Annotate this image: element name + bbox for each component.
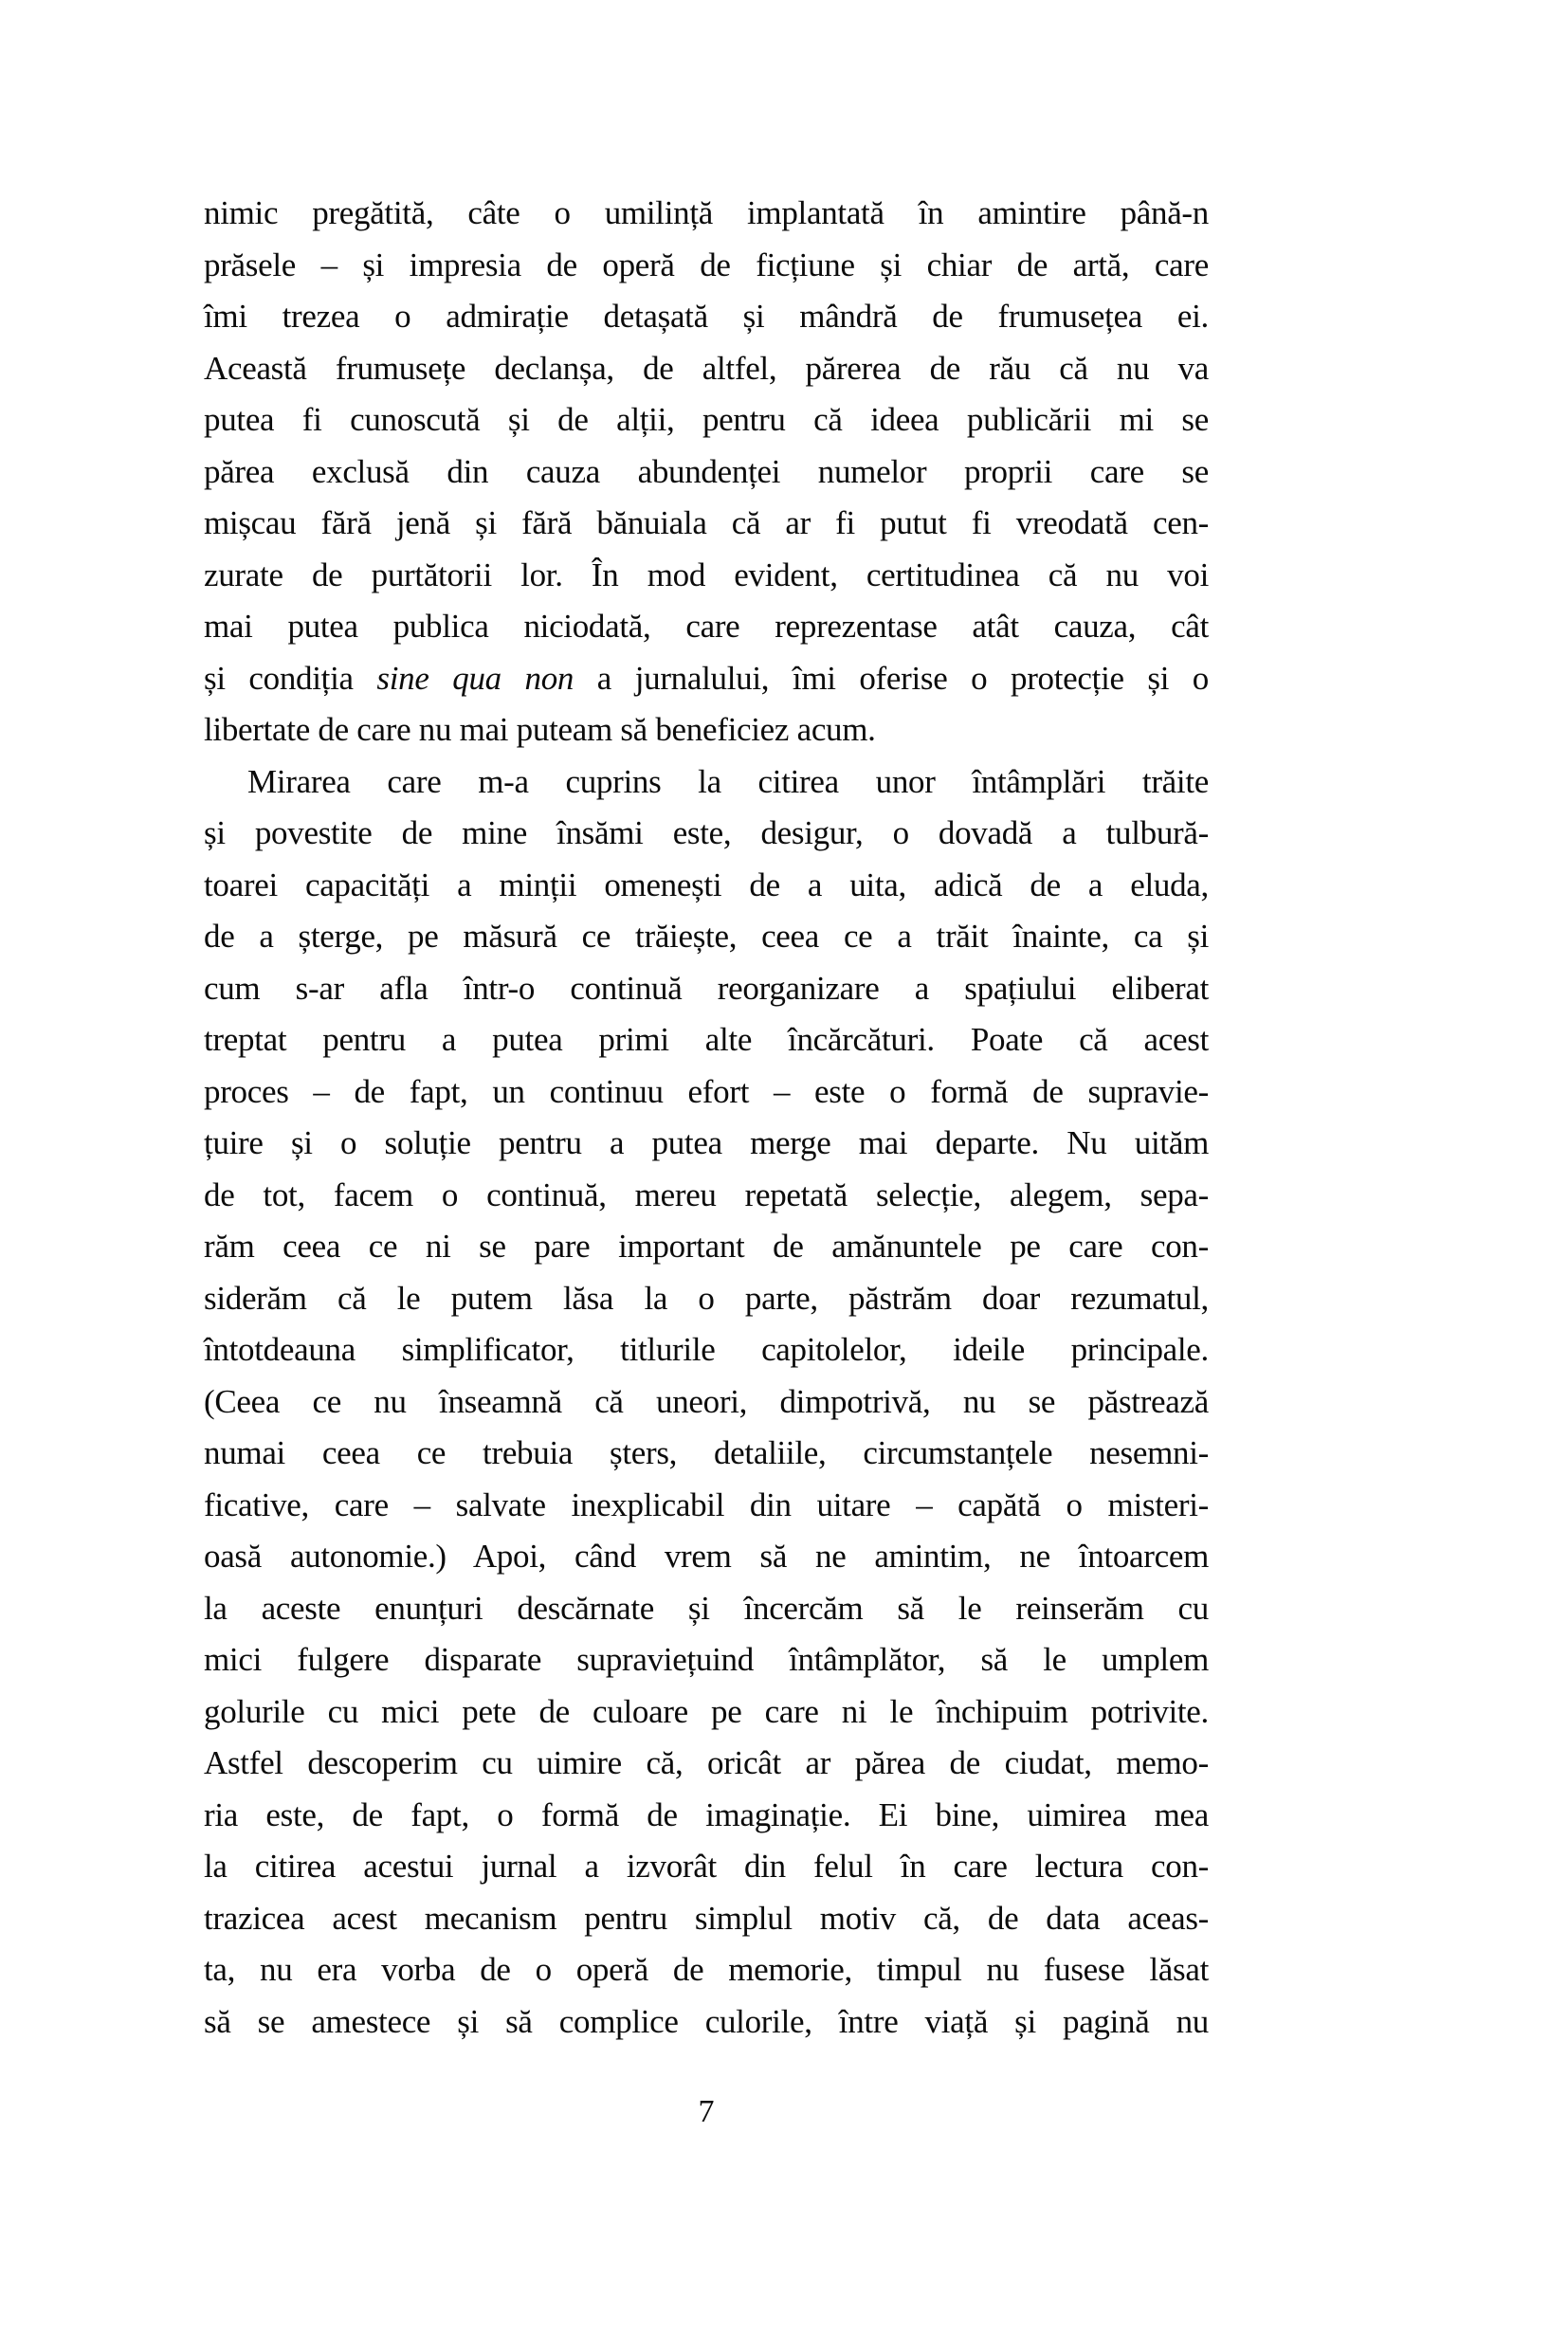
text-line: ficative, care – salvate inexplicabil din uitare – capătă o misteri- <box>204 1485 1209 1523</box>
text-line: mișcau fără jenă și fără bănuiala că ar fi putut fi vreodată cen- <box>204 504 1209 541</box>
text-line: Astfel descoperim cu uimire că, oricât ar părea de ciudat, memo- <box>204 1744 1209 1781</box>
text-line: răm ceea ce ni se pare important de amănuntele pe care con- <box>204 1228 1209 1265</box>
text-line: nimic pregătită, câte o umilință implantată în amintire până-n <box>204 194 1209 231</box>
text-line: și povestite de mine însămi este, desigur, o dovadă a tulbură- <box>204 814 1209 851</box>
text-line: mai putea publica niciodată, care reprezentase atât cauza, cât <box>204 608 1209 645</box>
text-line: țuire și o soluție pentru a putea merge mai departe. Nu uităm <box>204 1124 1209 1161</box>
text-block <box>204 188 1209 2048</box>
text-line: numai ceea ce trebuia șters, detaliile, circumstanțele nesemni- <box>204 1434 1209 1471</box>
text-line: trazicea acest mecanism pentru simplul motiv că, de data aceas- <box>204 1899 1209 1937</box>
text-line: prăsele – și impresia de operă de ficțiune și chiar de artă, care <box>204 246 1209 283</box>
text-line: ria este, de fapt, o formă de imaginație. Ei bine, uimirea mea <box>204 1795 1209 1833</box>
text-line: putea fi cunoscută și de alții, pentru că ideea publicării mi se <box>204 401 1209 438</box>
text-line: golurile cu mici pete de culoare pe care ni le închipuim potrivite. <box>204 1692 1209 1730</box>
text-line: de tot, facem o continuă, mereu repetată selecție, alegem, sepa- <box>204 1176 1209 1213</box>
text-line: cum s-ar afla într-o continuă reorganizare a spațiului eliberat <box>204 969 1209 1007</box>
text-line: la aceste enunțuri descărnate și încercăm să le reinserăm cu <box>204 1589 1209 1627</box>
text-line: mici fulgere disparate supraviețuind întâmplător, să le umplem <box>204 1641 1209 1678</box>
text-line: libertate de care nu mai puteam să beneficiez acum. <box>204 711 876 748</box>
text-line: de a șterge, pe măsură ce trăiește, ceea ce a trăit înainte, ca și <box>204 918 1209 955</box>
text-line: să se amestece și să complice culorile, între viață și pagină nu <box>204 2002 1209 2040</box>
text-line: treptat pentru a putea primi alte încărcături. Poate că acest <box>204 1021 1209 1058</box>
text-line: (Ceea ce nu înseamnă că uneori, dimpotrivă, nu se păstrează <box>204 1382 1209 1420</box>
text-line: îmi trezea o admirație detașată și mândră de frumusețea ei. <box>204 298 1209 335</box>
text-line: zurate de purtătorii lor. În mod evident, certitudinea că nu voi <box>204 556 1209 593</box>
text-line: la citirea acestui jurnal a izvorât din felul în care lectura con- <box>204 1848 1209 1885</box>
text-line: oasă autonomie.) Apoi, când vrem să ne amintim, ne întoarcem <box>204 1538 1209 1575</box>
text-line: ta, nu era vorba de o operă de memorie, timpul nu fusese lăsat <box>204 1951 1209 1988</box>
text-line: și condiția sine qua non a jurnalului, îmi oferise o protecție și o <box>204 659 1209 697</box>
page-number: 7 <box>698 2094 715 2129</box>
text-line: siderăm că le putem lăsa la o parte, păstrăm doar rezumatul, <box>204 1279 1209 1317</box>
text-line: proces – de fapt, un continuu efort – este o formă de supravie- <box>204 1072 1209 1110</box>
italic-phrase: sine qua non <box>376 659 574 697</box>
text-line: întotdeauna simplificator, titlurile capitolelor, ideile principale. <box>204 1331 1209 1368</box>
text-line: Mirarea care m-a cuprins la citirea unor întâmplări trăite <box>247 762 1209 800</box>
text-line: Această frumusețe declanșa, de altfel, părerea de rău că nu va <box>204 349 1209 387</box>
text-line: toarei capacități a minții omenești de a uita, adică de a eluda, <box>204 866 1209 903</box>
text-line: părea exclusă din cauza abundenței numelor proprii care se <box>204 452 1209 490</box>
